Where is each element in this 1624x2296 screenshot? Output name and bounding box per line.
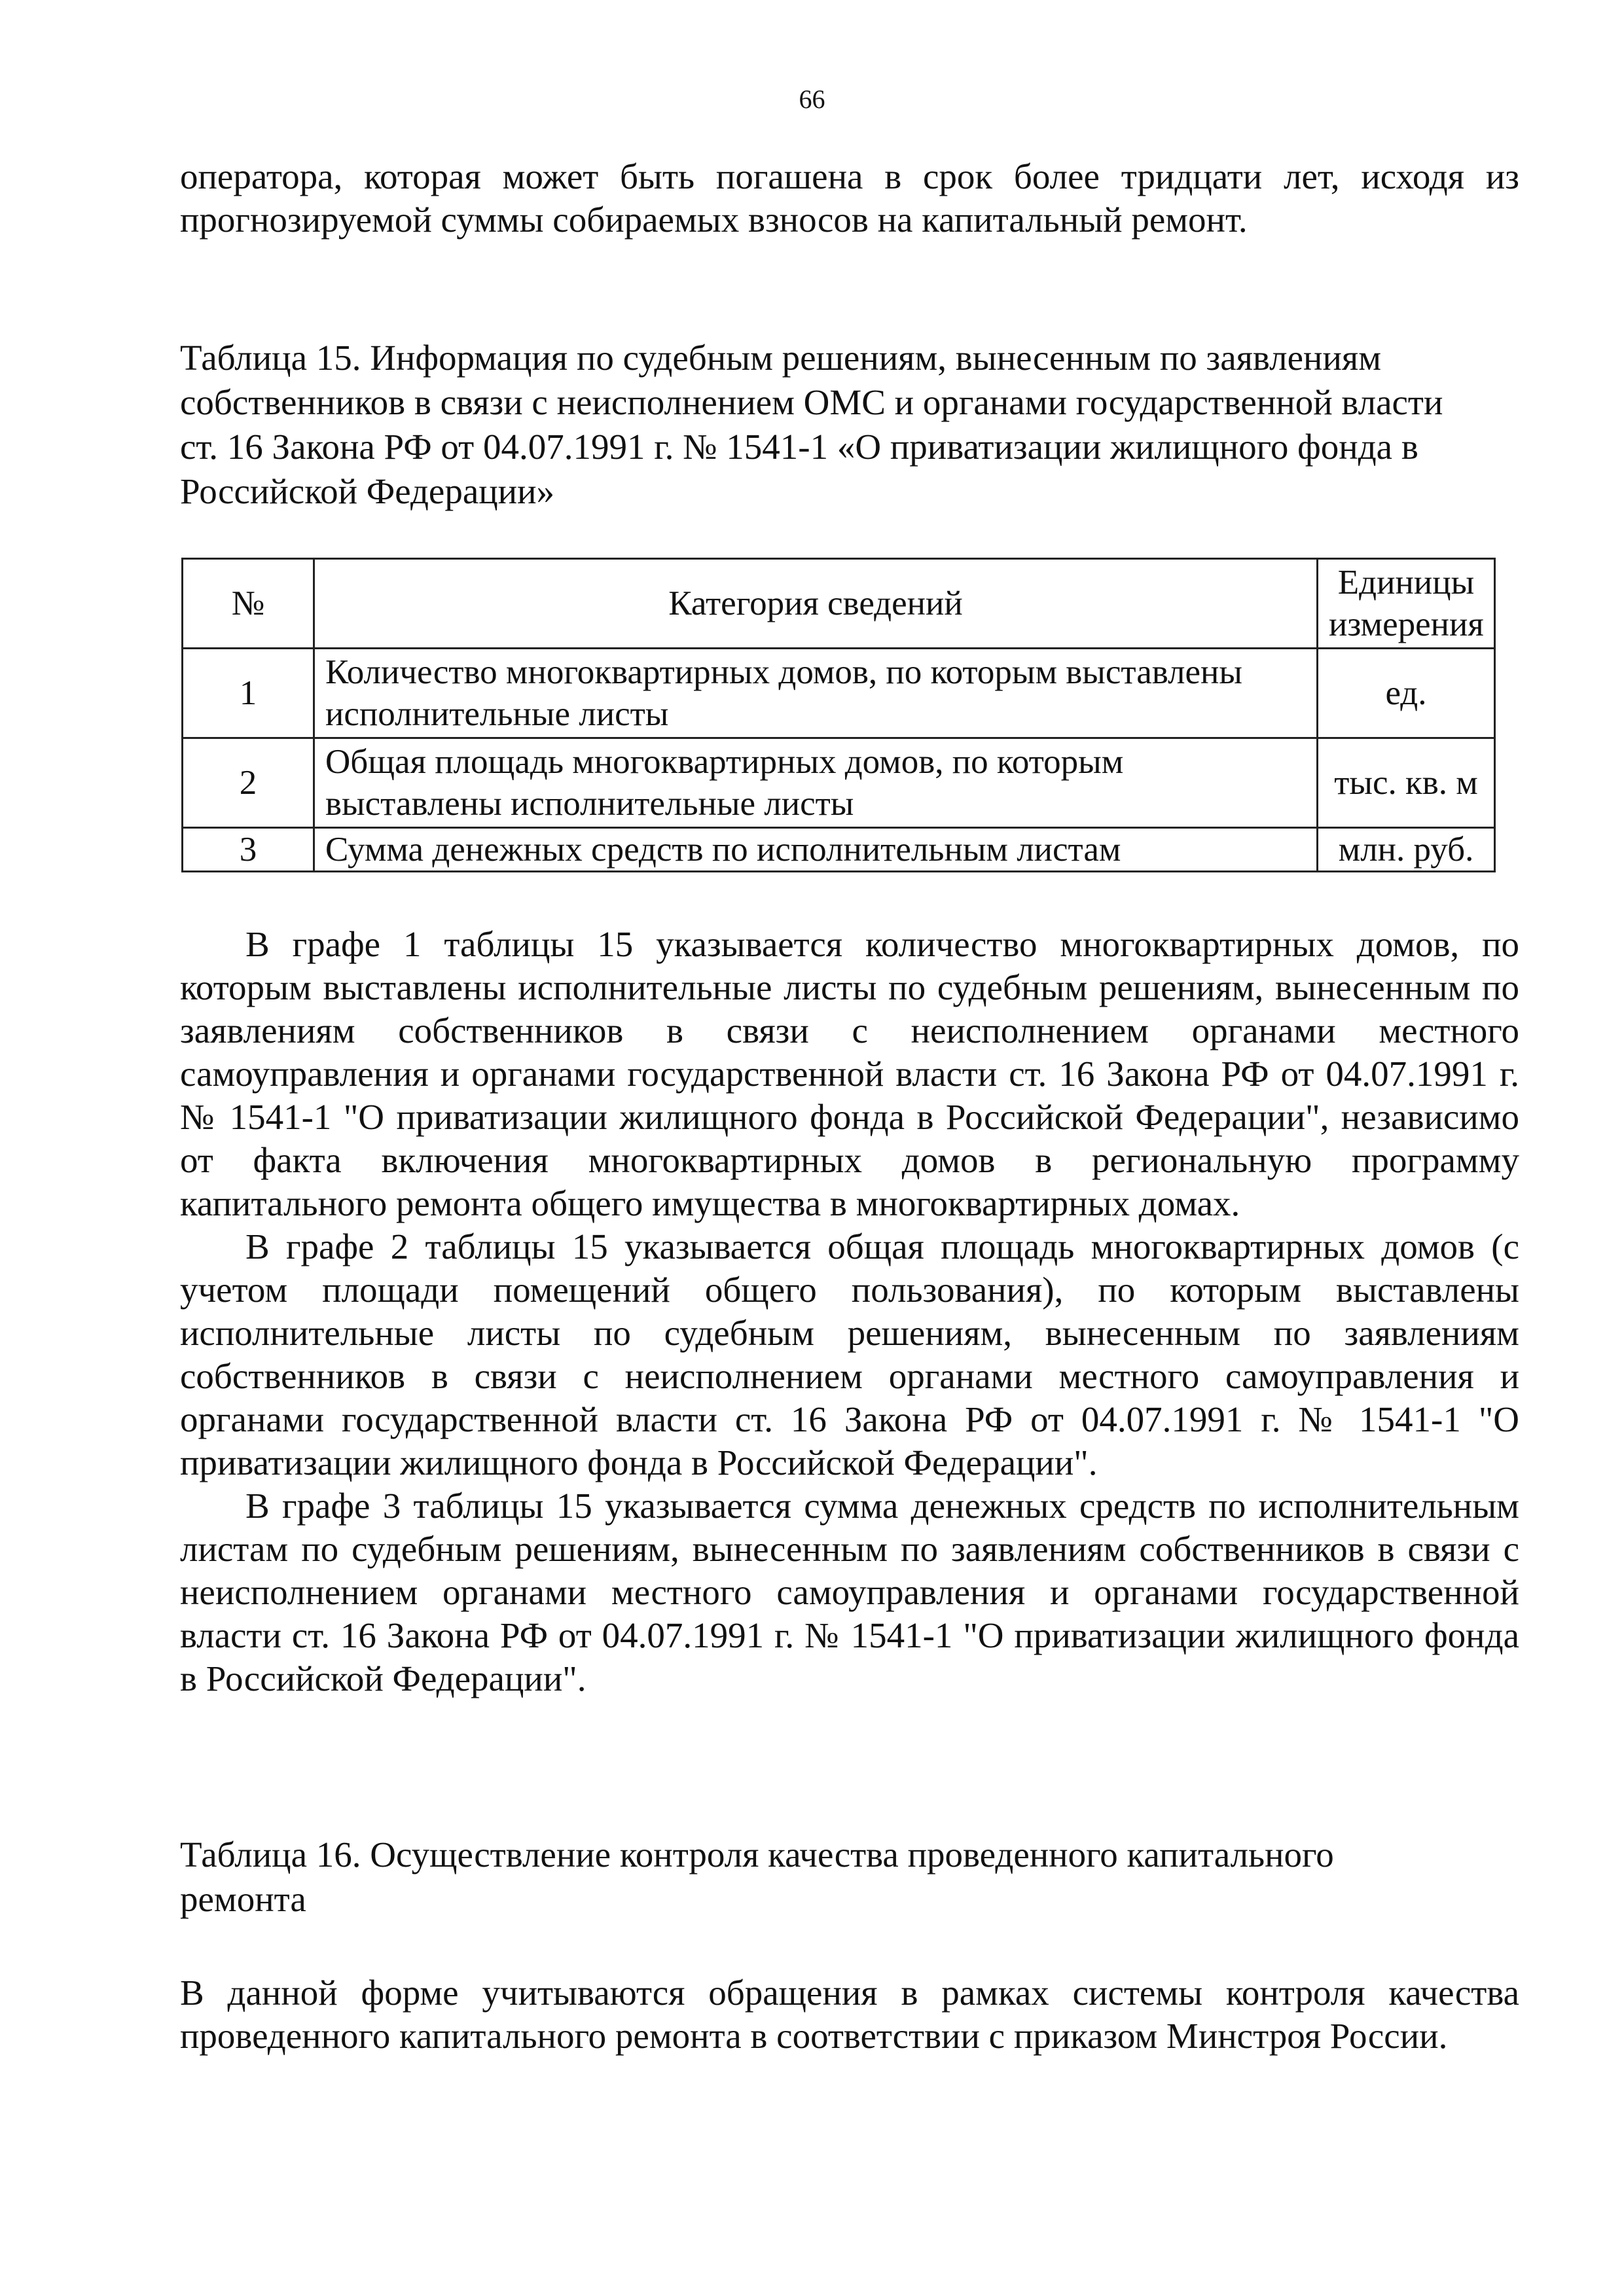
caption-line: собственников в связи с неисполнением ОМС и органами государственной власти <box>180 382 1443 422</box>
caption-line: Таблица 16. Осуществление контроля качества проведенного капитального <box>180 1835 1334 1874</box>
table-row <box>183 738 1495 828</box>
body-paragraph: В графе 3 таблицы 15 указывается сумма денежных средств по исполнительным листам по судебным решениям, вынесенным по заявлениям собственников в связи с неисполнением органами местного самоуправления и органами государственной власти ст. 16 Закона РФ от 04.07.1991 г. № 1541-1 "О приватизации жилищного фонда в Российской Федерации". <box>180 1486 1519 1698</box>
row-unit: млн. руб. <box>1318 828 1495 872</box>
header-unit: Единицы измерения <box>1318 559 1495 649</box>
row-category: Количество многоквартирных домов, по которым выставлены исполнительные листы <box>314 649 1318 738</box>
row-unit: тыс. кв. м <box>1318 738 1495 828</box>
caption-line: ст. 16 Закона РФ от 04.07.1991 г. № 1541-1 «О приватизации жилищного фонда в <box>180 427 1418 467</box>
row-number: 3 <box>183 828 314 872</box>
header-number: № <box>183 559 314 649</box>
intro-paragraph: оператора, которая может быть погашена в срок более тридцати лет, исходя из прогнозируемой суммы собираемых взносов на капитальный ремонт. <box>180 156 1519 240</box>
caption-line: Российской Федерации» <box>180 471 555 511</box>
table15-description <box>180 923 1519 1700</box>
table-row <box>183 828 1495 872</box>
row-unit: ед. <box>1318 649 1495 738</box>
row-number: 1 <box>183 649 314 738</box>
row-category: Сумма денежных средств по исполнительным листам <box>314 828 1318 872</box>
page-number: 66 <box>799 84 825 114</box>
table-header-row <box>183 559 1495 649</box>
table-row <box>183 649 1495 738</box>
row-category: Общая площадь многоквартирных домов, по которым выставлены исполнительные листы <box>314 738 1318 828</box>
row-number: 2 <box>183 738 314 828</box>
closing-paragraph: В данной форме учитываются обращения в рамках системы контроля качества проведенного капитального ремонта в соответствии с приказом Минстроя России. <box>180 1973 1519 2056</box>
caption-line: ремонта <box>180 1879 306 1919</box>
body-paragraph: В графе 1 таблицы 15 указывается количество многоквартирных домов, по которым выставлены исполнительные листы по судебным решениям, вынесенным по заявлениям собственников в связи с неисполнением органами местного самоуправления и органами государственной власти ст. 16 Закона РФ от 04.07.1991 г. № 1541-1 "О приватизации жилищного фонда в Российской Федерации", независимо от факта включения многоквартирных домов в региональную программу капитального ремонта общего имущества в многоквартирных домах. <box>180 924 1519 1223</box>
body-paragraph: В графе 2 таблицы 15 указывается общая площадь многоквартирных домов (с учетом площади помещений общего пользования), по которым выставлены исполнительные листы по судебным решениям, вынесенным по заявлениям собственников в связи с неисполнением органами местного самоуправления и органами государственной власти ст. 16 Закона РФ от 04.07.1991 г. № 1541-1 "О приватизации жилищного фонда в Российской Федерации". <box>180 1227 1519 1482</box>
table16-caption <box>180 1833 1542 1922</box>
header-category: Категория сведений <box>314 559 1318 649</box>
caption-line: Таблица 15. Информация по судебным решениям, вынесенным по заявлениям <box>180 338 1382 378</box>
table15 <box>181 558 1496 872</box>
table15-caption <box>180 336 1542 514</box>
